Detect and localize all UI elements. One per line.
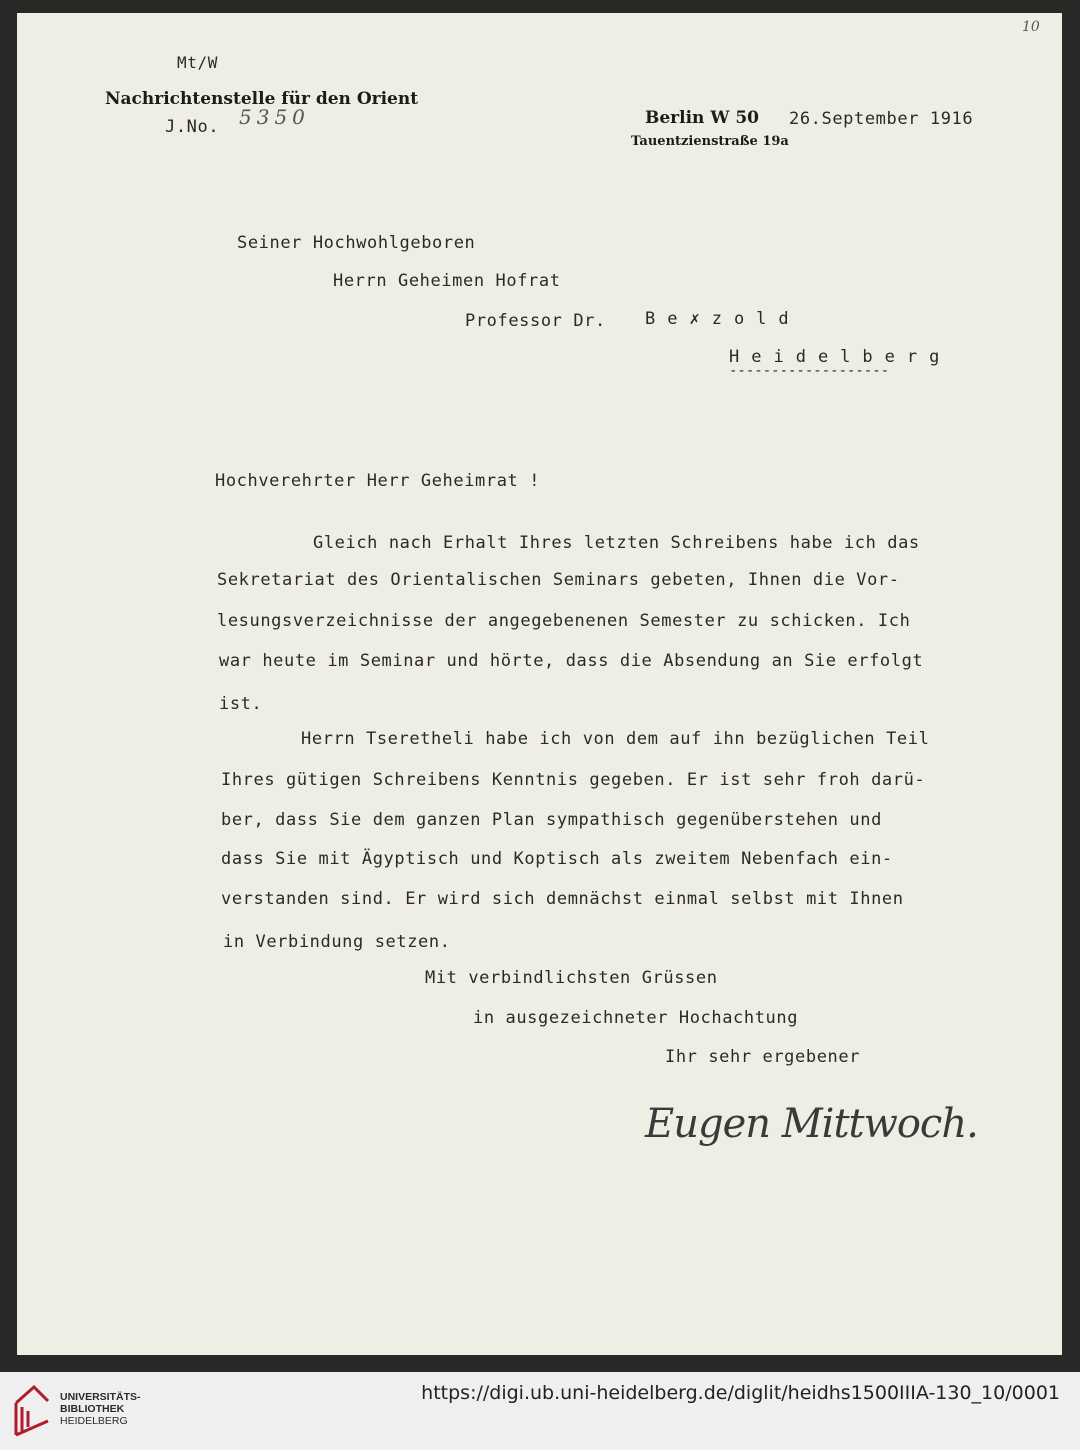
- recipient-name: Be✗zold: [645, 309, 801, 329]
- library-name-line-1: UNIVERSITÄTS-: [60, 1391, 141, 1403]
- letterhead-street: Tauentzienstraße 19a: [631, 134, 789, 149]
- university-library-logo-icon: [12, 1383, 52, 1439]
- recipient-city-underline: -------------------: [729, 363, 890, 379]
- body-line: Sekretariat des Orientalischen Seminars gebeten, Ihnen die Vor-: [217, 570, 900, 590]
- closing-line-3: Ihr sehr ergebener: [665, 1047, 861, 1067]
- library-name-line-2: BIBLIOTHEK: [60, 1403, 125, 1415]
- closing-line-1: Mit verbindlichsten Grüssen: [425, 968, 718, 988]
- signature: Eugen Mittwoch.: [645, 1101, 978, 1147]
- letter-date: 26.September 1916: [789, 109, 974, 129]
- recipient-line-2: Herrn Geheimen Hofrat: [333, 271, 561, 291]
- body-line: ber, dass Sie dem ganzen Plan sympathisch gegenüberstehen und: [221, 810, 882, 830]
- recipient-city: Heidelberg: [729, 347, 952, 367]
- recipient-title: Professor Dr.: [465, 311, 606, 331]
- page-number: 10: [1022, 19, 1040, 35]
- library-name: [60, 1391, 141, 1427]
- letter-page: [17, 13, 1062, 1355]
- body-line: Ihres gütigen Schreibens Kenntnis gegeben. Er ist sehr froh darü-: [221, 770, 926, 790]
- body-line: Gleich nach Erhalt Ihres letzten Schreibens habe ich das: [313, 533, 920, 553]
- reference-code: Mt/W: [177, 53, 218, 72]
- body-line: Herrn Tseretheli habe ich von dem auf ihn bezüglichen Teil: [301, 729, 930, 749]
- salutation: Hochverehrter Herr Geheimrat !: [215, 471, 541, 491]
- journal-label: J.No.: [165, 117, 220, 137]
- body-line: in Verbindung setzen.: [223, 932, 451, 952]
- recipient-line-1: Seiner Hochwohlgeboren: [237, 233, 476, 253]
- body-line: dass Sie mit Ägyptisch und Koptisch als zweitem Nebenfach ein-: [221, 849, 893, 869]
- body-line: war heute im Seminar und hörte, dass die Absendung an Sie erfolgt: [219, 651, 924, 671]
- closing-line-2: in ausgezeichneter Hochachtung: [473, 1008, 799, 1028]
- letterhead-city: Berlin W 50: [645, 108, 760, 128]
- body-line: ist.: [219, 694, 263, 714]
- library-name-line-3: HEIDELBERG: [60, 1415, 128, 1427]
- body-line: verstanden sind. Er wird sich demnächst einmal selbst mit Ihnen: [221, 889, 904, 909]
- journal-number: 5350: [239, 105, 310, 129]
- body-line: lesungsverzeichnisse der angegebenenen Semester zu schicken. Ich: [217, 611, 911, 631]
- document-url-link[interactable]: https://digi.ub.uni-heidelberg.de/diglit/heidhs1500IIIA-130_10/0001: [421, 1382, 1060, 1404]
- letterhead-org: Nachrichtenstelle für den Orient: [105, 89, 419, 109]
